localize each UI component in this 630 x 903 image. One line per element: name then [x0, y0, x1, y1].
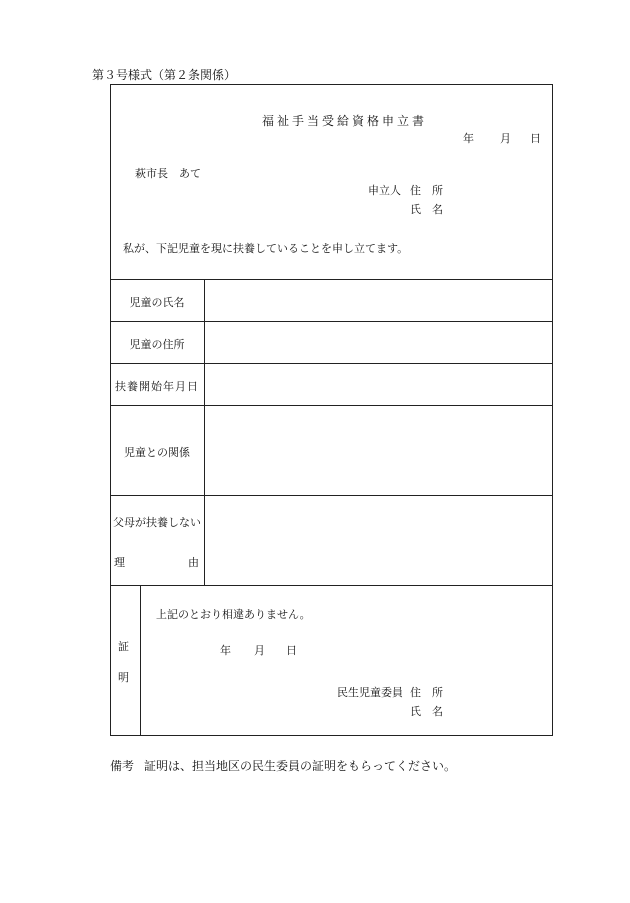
row-label-relationship: 児童との関係 [124, 446, 190, 459]
date-year-label: 年 [463, 132, 474, 145]
support-start-date-field[interactable] [206, 365, 551, 404]
row-label-reason-left: 理 [114, 556, 125, 569]
row-divider [110, 585, 553, 586]
addressee: 萩市長 あて [135, 167, 201, 180]
row-divider [110, 321, 553, 322]
applicant-address-label: 住 所 [410, 184, 443, 197]
certification-month-label: 月 [254, 644, 265, 657]
note-label: 備考 [110, 759, 135, 773]
certification-text: 上記のとおり相違ありません。 [156, 608, 311, 621]
certification-column-divider [140, 585, 141, 736]
row-divider [110, 279, 553, 280]
commissioner-name-label: 氏 名 [410, 705, 443, 718]
row-label-reason-line1: 父母が扶養しない [113, 516, 201, 529]
certification-day-label: 日 [286, 644, 297, 657]
row-label-child-address: 児童の住所 [129, 338, 185, 351]
label-column-divider [204, 279, 205, 586]
note-text: 証明は、担当地区の民生委員の証明をもらってください。 [144, 759, 457, 773]
form-title: 福祉手当受給資格申立書 [262, 114, 428, 128]
row-label-support-start-date: 扶養開始年月日 [115, 380, 199, 393]
applicant-label: 申立人 [368, 184, 401, 197]
applicant-name-label: 氏 名 [410, 203, 443, 216]
row-divider [110, 495, 553, 496]
certification-side-label-2: 明 [118, 671, 129, 684]
frame-bottom-border [110, 735, 553, 736]
frame-left-border [110, 84, 111, 736]
relationship-field[interactable] [206, 407, 551, 494]
commissioner-label: 民生児童委員 [337, 686, 403, 699]
frame-right-border [552, 84, 553, 736]
certification-year-label: 年 [220, 644, 231, 657]
commissioner-address-label: 住 所 [410, 686, 443, 699]
row-divider [110, 363, 553, 364]
child-address-field[interactable] [206, 323, 551, 362]
statement-text: 私が、下記児童を現に扶養していることを申し立てます。 [123, 242, 409, 255]
child-name-field[interactable] [206, 281, 551, 320]
row-label-child-name: 児童の氏名 [129, 296, 185, 309]
frame-top-border [110, 84, 553, 85]
row-label-reason-right: 由 [188, 556, 199, 569]
certification-side-label-1: 証 [118, 640, 129, 653]
form-number: 第３号様式（第２条関係） [92, 68, 237, 82]
row-divider [110, 405, 553, 406]
reason-field[interactable] [206, 497, 551, 584]
date-month-label: 月 [500, 132, 511, 145]
date-day-label: 日 [530, 132, 541, 145]
